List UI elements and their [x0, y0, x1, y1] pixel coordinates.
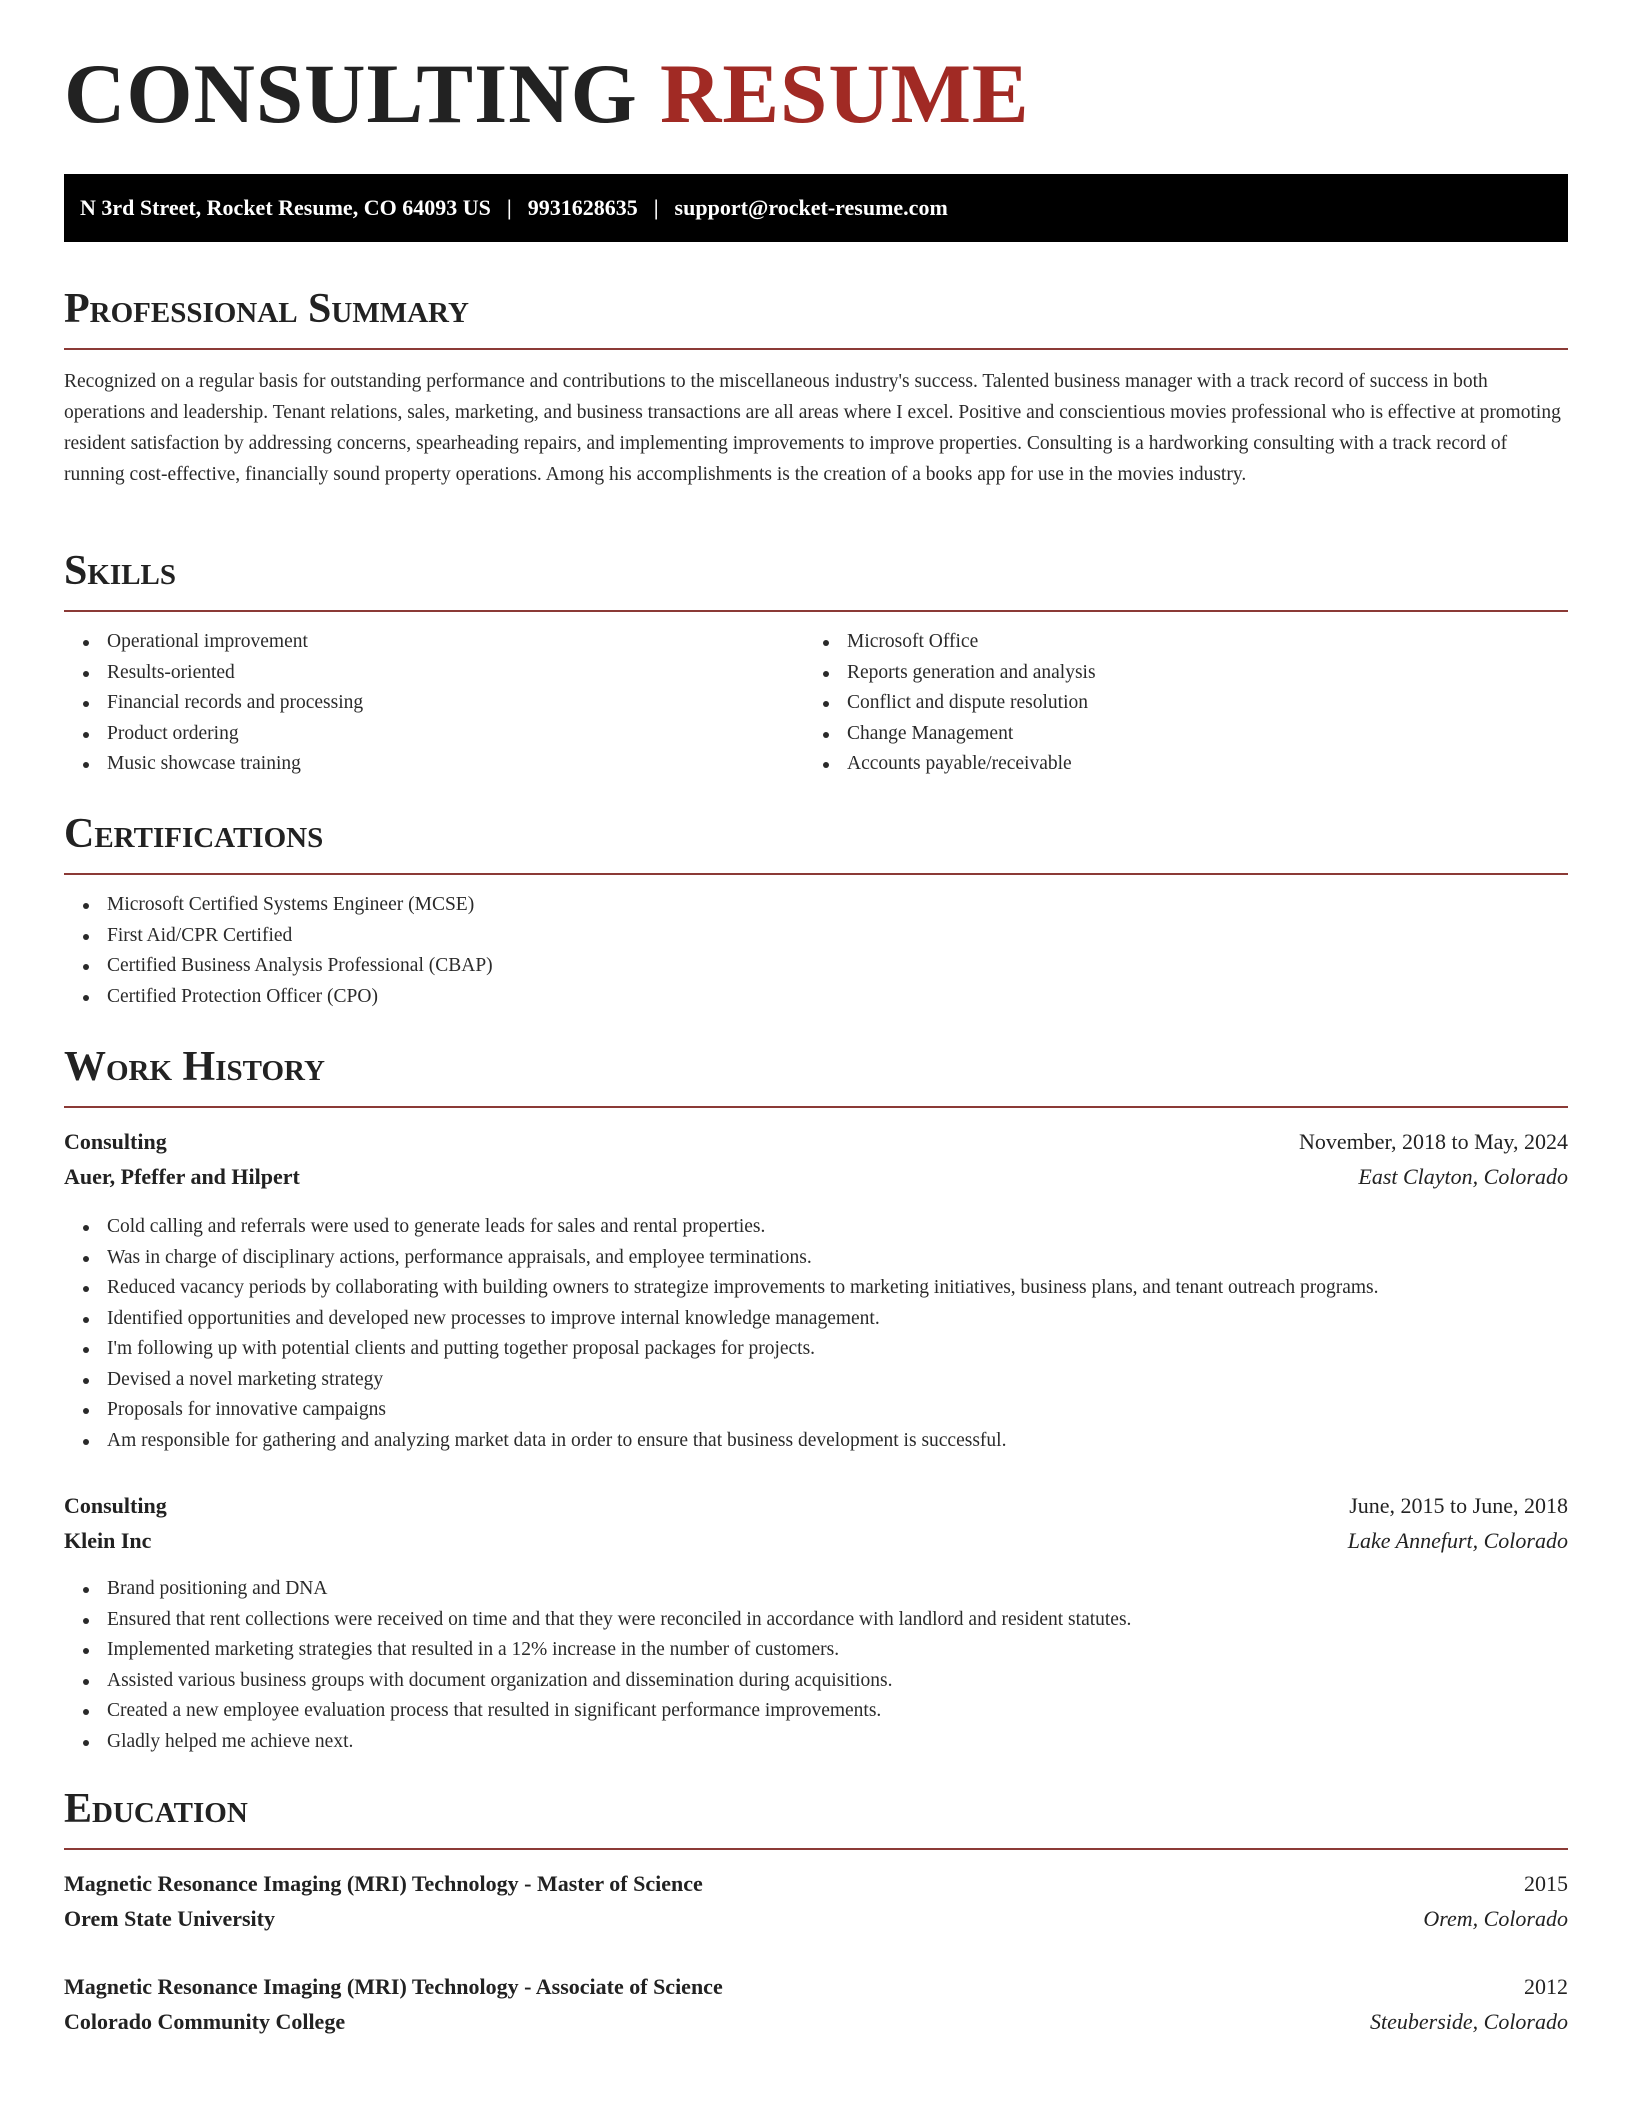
summary-rule [64, 348, 1568, 350]
job-bullet: Proposals for innovative campaigns [64, 1395, 1568, 1426]
job-bullets [64, 1212, 1568, 1456]
skill-item: Product ordering [64, 719, 804, 750]
job-header [64, 1124, 1568, 1159]
education-degree: Magnetic Resonance Imaging (MRI) Technology - Associate of Science [64, 1974, 723, 1999]
work-rule [64, 1106, 1568, 1108]
job-bullet: Brand positioning and DNA [64, 1574, 1568, 1605]
job-bullet: Am responsible for gathering and analyzing market data in order to ensure that business development is successful. [64, 1426, 1568, 1457]
skill-item: Conflict and dispute resolution [804, 688, 1544, 719]
skills-rule [64, 610, 1568, 612]
skill-item: Music showcase training [64, 749, 804, 780]
job-bullet: Created a new employee evaluation process that resulted in significant performance improvements. [64, 1696, 1568, 1727]
job-bullet: Ensured that rent collections were received on time and that they were reconciled in accordance with landlord and resident statutes. [64, 1605, 1568, 1636]
job-dates: November, 2018 to May, 2024 [1299, 1129, 1568, 1154]
job-bullets [64, 1574, 1568, 1757]
job-company: Auer, Pfeffer and Hilpert [64, 1164, 300, 1189]
job-dates: June, 2015 to June, 2018 [1349, 1493, 1568, 1518]
certifications-list [64, 890, 1568, 1012]
job-location: East Clayton, Colorado [1358, 1164, 1568, 1189]
job-bullet: Was in charge of disciplinary actions, performance appraisals, and employee terminations. [64, 1243, 1568, 1274]
skill-item: Accounts payable/receivable [804, 749, 1544, 780]
title-accent: RESUME [659, 47, 1030, 141]
skill-item: Operational improvement [64, 627, 804, 658]
education-school: Orem State University [64, 1906, 275, 1931]
skills-heading: Skills [64, 548, 177, 594]
job-bullet: Assisted various business groups with document organization and dissemination during acquisitions. [64, 1666, 1568, 1697]
job-bullet: Cold calling and referrals were used to generate leads for sales and rental properties. [64, 1212, 1568, 1243]
education-location: Orem, Colorado [1423, 1906, 1568, 1931]
education-year: 2015 [1524, 1871, 1568, 1896]
skills-column-left [64, 627, 804, 780]
skill-item: Financial records and processing [64, 688, 804, 719]
skill-item: Reports generation and analysis [804, 658, 1544, 689]
job-bullet: I'm following up with potential clients and putting together proposal packages for projects. [64, 1334, 1568, 1365]
certification-item: Certified Business Analysis Professional (CBAP) [64, 951, 1568, 982]
education-rule [64, 1848, 1568, 1850]
job-location: Lake Annefurt, Colorado [1347, 1528, 1568, 1553]
certification-item: Certified Protection Officer (CPO) [64, 982, 1568, 1013]
education-subheader [64, 1901, 1568, 1936]
education-entry [64, 1866, 1568, 1936]
summary-text: Recognized on a regular basis for outstanding performance and contributions to the miscellaneous industry's success. Talented business manager with a track record of success in both operations and leadership. Tenant relations, sales, marketing, and business transactions are all areas where I excel. Positive and conscientious movies professional who is effective at promoting resident satisfaction by addressing concerns, spearheading repairs, and implementing improvements to improve properties. Consulting is a hardworking consulting with a track record of running cost-effective, financially sound property operations. Among his accomplishments is the creation of a books app for use in the movies industry. [64, 371, 1561, 485]
certifications-heading: Certifications [64, 811, 324, 857]
skill-item: Results-oriented [64, 658, 804, 689]
contact-separator: | [506, 195, 512, 220]
contact-email: support@rocket-resume.com [674, 195, 948, 220]
education-entry [64, 1969, 1568, 2039]
job-bullet: Implemented marketing strategies that resulted in a 12% increase in the number of customers. [64, 1635, 1568, 1666]
skill-item: Change Management [804, 719, 1544, 750]
education-heading: Education [64, 1786, 248, 1832]
job-bullet: Identified opportunities and developed new processes to improve internal knowledge management. [64, 1304, 1568, 1335]
education-year: 2012 [1524, 1974, 1568, 1999]
resume-title [64, 0, 1568, 141]
certifications-rule [64, 873, 1568, 875]
contact-address: N 3rd Street, Rocket Resume, CO 64093 US [80, 195, 491, 220]
job-role: Consulting [64, 1129, 167, 1154]
contact-separator: | [653, 195, 659, 220]
contact-bar [64, 174, 1568, 242]
certification-item: First Aid/CPR Certified [64, 921, 1568, 952]
job-bullet: Devised a novel marketing strategy [64, 1365, 1568, 1396]
contact-phone: 9931628635 [527, 195, 638, 220]
education-subheader [64, 2004, 1568, 2039]
education-school: Colorado Community College [64, 2009, 346, 2034]
education-location: Steuberside, Colorado [1370, 2009, 1568, 2034]
certification-item: Microsoft Certified Systems Engineer (MCSE) [64, 890, 1568, 921]
education-header [64, 1866, 1568, 1901]
job-entry [64, 1124, 1568, 1194]
job-subheader [64, 1523, 1568, 1558]
summary-heading: Professional Summary [64, 286, 469, 332]
job-header [64, 1488, 1568, 1523]
skills-column-right [804, 627, 1544, 780]
skill-item: Microsoft Office [804, 627, 1544, 658]
work-heading: Work History [64, 1044, 325, 1090]
job-bullet: Gladly helped me achieve next. [64, 1727, 1568, 1758]
job-entry [64, 1488, 1568, 1558]
job-role: Consulting [64, 1493, 167, 1518]
job-subheader [64, 1159, 1568, 1194]
education-header [64, 1969, 1568, 2004]
job-bullet: Reduced vacancy periods by collaborating with building owners to strategize improvements to marketing initiatives, business plans, and tenant outreach programs. [64, 1273, 1568, 1304]
title-main: CONSULTING [64, 47, 638, 141]
job-company: Klein Inc [64, 1528, 152, 1553]
education-degree: Magnetic Resonance Imaging (MRI) Technology - Master of Science [64, 1871, 703, 1896]
skills-list [64, 627, 1568, 780]
